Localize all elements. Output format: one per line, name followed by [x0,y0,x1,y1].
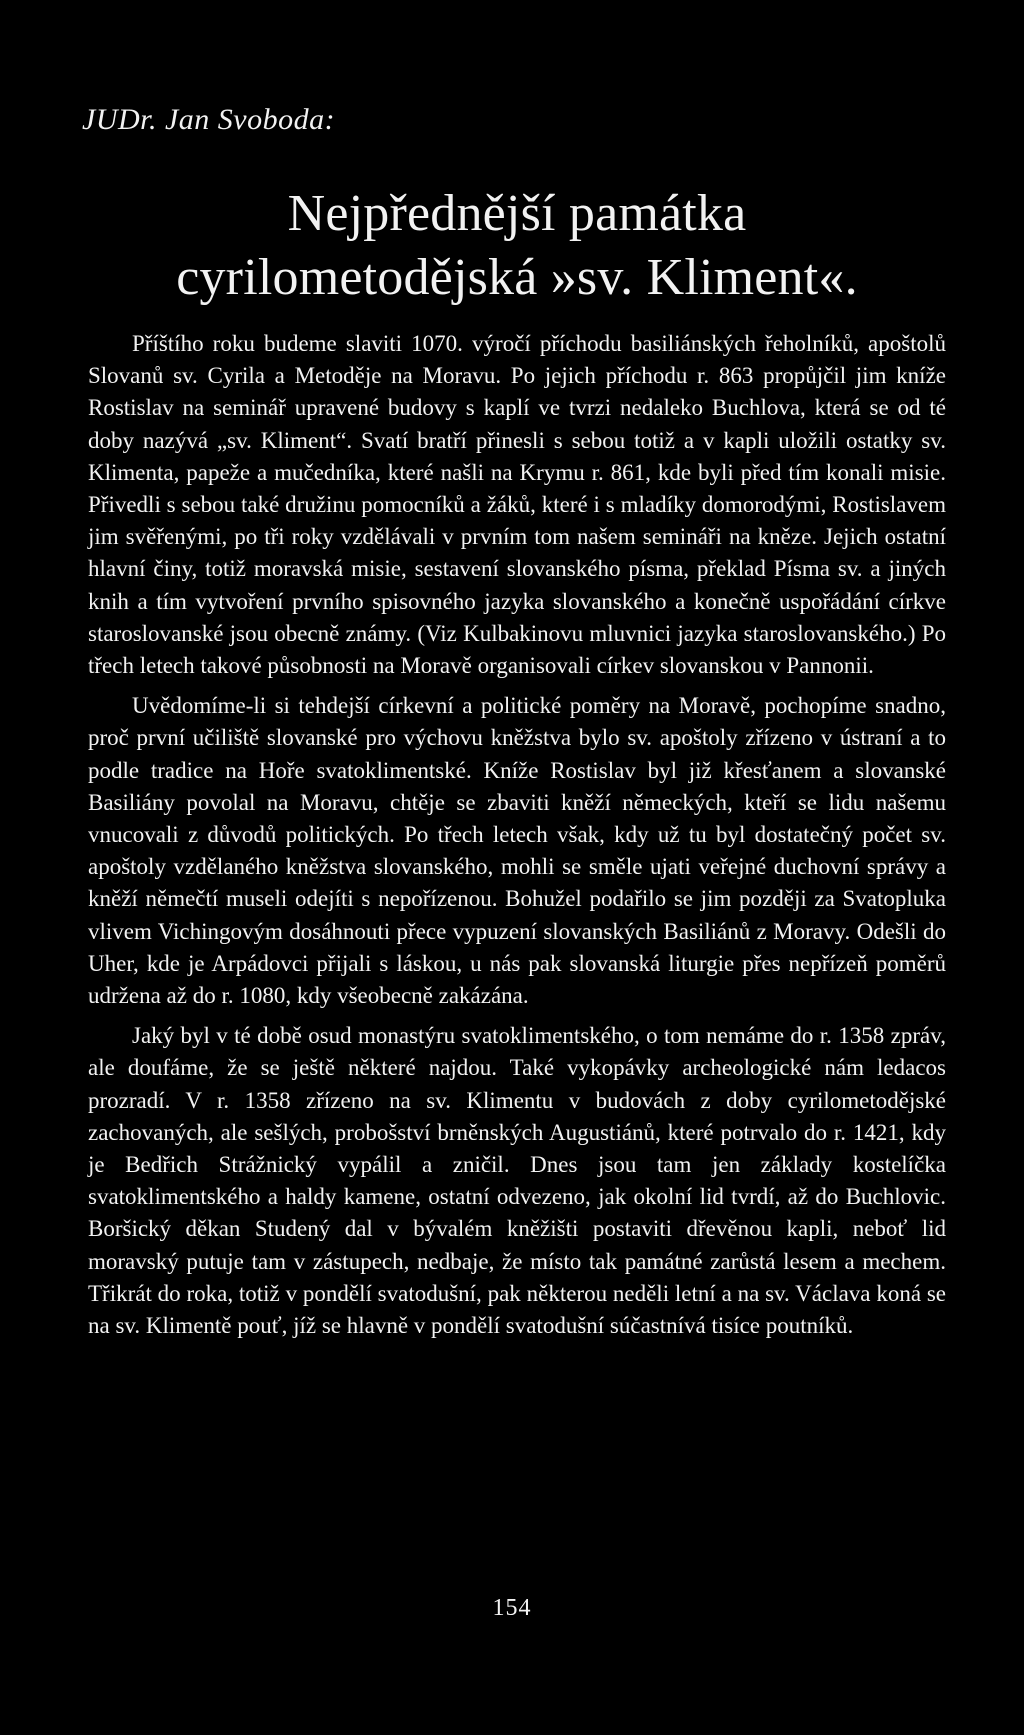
author-line: JUDr. Jan Svoboda: [82,103,336,136]
paragraph-1: Příštího roku budeme slaviti 1070. výročí příchodu basiliánských řeholníků, apoštolů Slovanů sv. Cyrila a Metoděje na Moravu. Po jejich příchodu r. 863 propůjčil jim kníže Rostislav na seminář upravené budovy s kaplí ve tvrzi nedaleko Buchlova, která se od té doby nazývá „sv. Kliment“. Svatí bratří přinesli s sebou totiž a v kapli uložili ostatky sv. Klimenta, papeže a mučedníka, které našli na Krymu r. 861, kde byli před tím konali misie. Přivedli s sebou také družinu pomocníků a žáků, které i s mladíky domorodými, Rostislavem jim svěřenými, po tři roky vzdělávali v prvním tom našem semináři na kněze. Jejich ostatní hlavní činy, totiž moravská misie, sestavení slovanského písma, překlad Písma sv. a jiných knih a tím vytvoření prvního spisovného jazyka slovanského a konečně uspořádání církve staroslovanské jsou obecně známy. (Viz Kulbakinovu mluvnici jazyka staroslovanského.) Po třech letech takové působnosti na Moravě organisovali církev slovanskou v Pannonii. [88,331,946,679]
title-line-1: Nejpřednější památka [287,185,747,242]
document-page [82,100,946,1350]
page-number: 154 [492,1595,532,1621]
title-line-2: cyrilometodějská »sv. Kliment«. [176,249,858,306]
paragraph-3: Jaký byl v té době osud monastýru svatoklimentského, o tom nemáme do r. 1358 zpráv, ale doufáme, že se ještě některé najdou. Také vykopávky archeologické nám ledacos prozradí. V r. 1358 zřízeno na sv. Klimentu v budovách z doby cyrilometodějské zachovaných, ale sešlých, probošství brněnských Augustiánů, které potrvalo do r. 1421, kdy je Bedřich Strážnický vypálil a zničil. Dnes jsou tam jen základy kostelíčka svatoklimentského a haldy kamene, ostatní odvezeno, jak okolní lid tvrdí, až do Buchlovic. Boršický děkan Studený dal v bývalém kněžišti postaviti dřevěnou kapli, neboť lid moravský putuje tam v zástupech, nedbaje, že místo tak památné zarůstá lesem a mechem. Třikrát do roka, totiž v pondělí svatodušní, pak některou neděli letní a na sv. Václava koná se na sv. Klimentě pouť, jíž se hlavně v pondělí svatodušní súčastnívá tisíce poutníků. [88,1023,946,1339]
paragraph-2: Uvědomíme-li si tehdejší církevní a politické poměry na Moravě, pochopíme snadno, proč první učiliště slovanské pro výchovu kněžstva bylo sv. apoštoly zřízeno v ústraní a to podle tradice na Hoře svatoklimentské. Kníže Rostislav byl již křesťanem a slovanské Basiliány povolal na Moravu, chtěje se zbaviti kněží německých, kteří se lidu našemu vnucovali z důvodů politických. Po třech letech však, kdy už tu byl dostatečný počet sv. apoštoly vzdělaného kněžstva slovanského, mohli se směle ujati veřejné duchovní správy a kněží němečtí museli odejíti s nepořízenou. Bohužel podařilo se jim později za Svatopluka vlivem Vichingovým dosáhnouti přece vypuzení slovanských Basiliánů z Moravy. Odešli do Uher, kde je Arpádovci přijali s láskou, u nás pak slovanská liturgie přes nepřízeň poměrů udržena až do r. 1080, kdy všeobecně zakázána. [88,693,946,1009]
article-title [88,182,946,310]
